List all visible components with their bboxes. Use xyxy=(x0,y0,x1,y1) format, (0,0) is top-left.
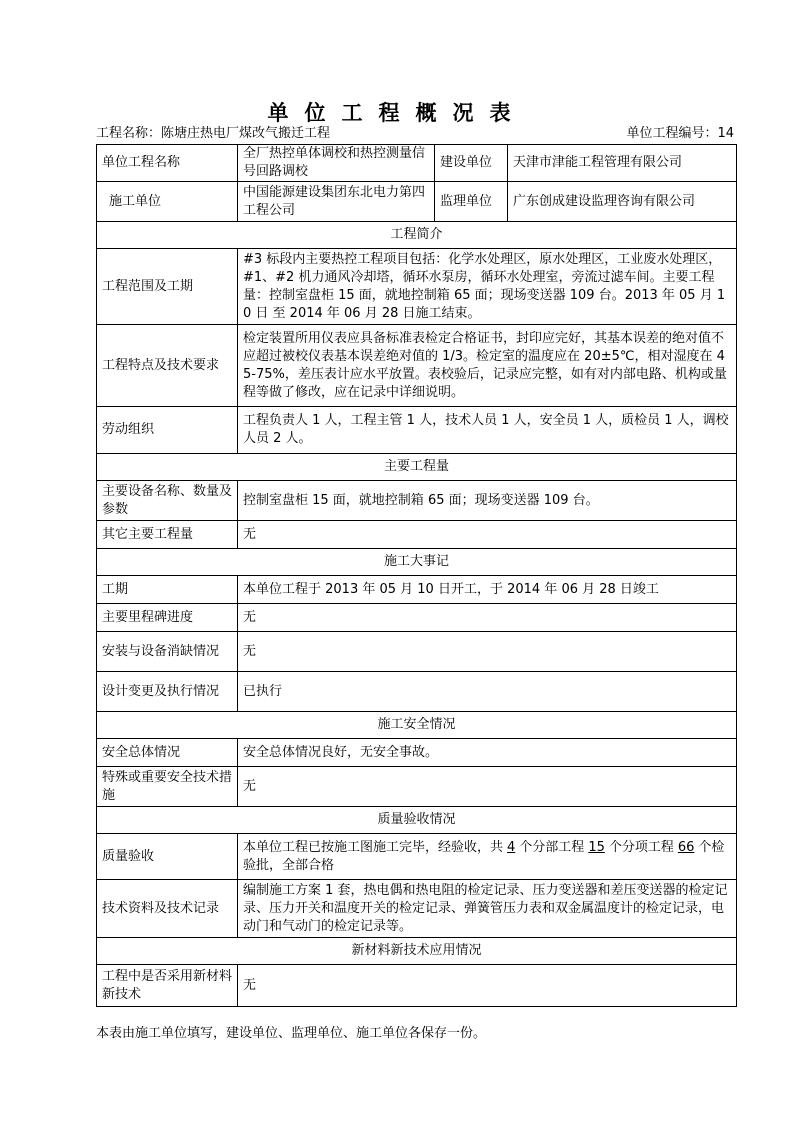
label-cell: 工期 xyxy=(97,576,238,604)
table-row xyxy=(97,481,737,521)
value-cell: 检定装置所用仪表应具备标准表检定合格证书，封印应完好，其基本误差的绝对值不应超过被校仪表基本误差绝对值的 1/3。检定室的温度应在 20±5℃，相对湿度在 45-75%，差压表计应水平放置。表校验后，记录应完整，如有对内部电路、机构或量程等做了修改，应在记录中详细说明。 xyxy=(238,325,737,407)
table-row xyxy=(97,632,737,672)
unit-number: 单位工程编号：14 xyxy=(626,126,734,141)
table-row xyxy=(97,739,737,767)
value-cell xyxy=(238,834,737,880)
label-cell: 劳动组织 xyxy=(97,407,238,454)
table-row xyxy=(97,407,737,454)
quality-text: 个检验批，全部合格 xyxy=(243,839,725,873)
value-cell: 无 xyxy=(238,604,737,632)
table-row xyxy=(97,325,737,407)
section-row xyxy=(97,454,737,481)
table-row xyxy=(97,249,737,325)
value-cell: 已执行 xyxy=(238,672,737,712)
label-cell: 单位工程名称 xyxy=(97,145,238,182)
section-header: 新材料新技术应用情况 xyxy=(97,938,737,965)
label-cell: 安全总体情况 xyxy=(97,739,238,767)
label-cell: 工程范围及工期 xyxy=(97,249,238,325)
table-row xyxy=(97,182,737,222)
value-cell: 无 xyxy=(238,521,737,549)
batch-count: 66 xyxy=(677,839,695,855)
overview-table xyxy=(96,144,737,1007)
section-row xyxy=(97,938,737,965)
quality-text: 本单位工程已按施工图施工完毕，经验收，共 xyxy=(243,839,504,855)
label-cell: 建设单位 xyxy=(435,145,508,182)
section-header: 施工安全情况 xyxy=(97,712,737,739)
section-header: 主要工程量 xyxy=(97,454,737,481)
label-cell: 主要里程碑进度 xyxy=(97,604,238,632)
label-cell: 特殊或重要安全技术措施 xyxy=(97,767,238,807)
value-cell: 工程负责人 1 人，工程主管 1 人，技术人员 1 人，安全员 1 人，质检员 1 人，调校人员 2 人。 xyxy=(238,407,737,454)
section-header: 质量验收情况 xyxy=(97,807,737,834)
label-cell: 安装与设备消缺情况 xyxy=(97,632,238,672)
table-row xyxy=(97,521,737,549)
footer-note: 本表由施工单位填写，建设单位、监理单位、施工单位各保存一份。 xyxy=(96,1026,487,1041)
table-row xyxy=(97,604,737,632)
label-cell: 工程中是否采用新材料新技术 xyxy=(97,965,238,1007)
table-row xyxy=(97,576,737,604)
label-cell: 工程特点及技术要求 xyxy=(97,325,238,407)
section-row xyxy=(97,807,737,834)
label-cell: 技术资料及技术记录 xyxy=(97,880,238,938)
value-cell: 全厂热控单体调校和热控测量信号回路调校 xyxy=(238,145,435,182)
value-cell: 无 xyxy=(238,632,737,672)
value-cell: 安全总体情况良好，无安全事故。 xyxy=(238,739,737,767)
value-cell: 广东创成建设监理咨询有限公司 xyxy=(508,182,737,222)
value-cell: 本单位工程于 2013 年 05 月 10 日开工，于 2014 年 06 月 28 日竣工 xyxy=(238,576,737,604)
section-row xyxy=(97,712,737,739)
quality-text: 个分项工程 xyxy=(608,839,674,855)
label-cell: 其它主要工程量 xyxy=(97,521,238,549)
value-cell: #3 标段内主要热控工程项目包括：化学水处理区，原水处理区，工业废水处理区，#1、#2 机力通风冷却塔，循环水泵房，循环水处理室，旁流过滤车间。主要工程量：控制室盘柜 15 面，就地控制箱 65 面；现场变送器 109 台。2013 年 05 月 10 日 至 2014 年 06 月 28 日施工结束。 xyxy=(238,249,737,325)
label-cell: 主要设备名称、数量及参数 xyxy=(97,481,238,521)
table-row xyxy=(97,965,737,1007)
value-cell: 编制施工方案 1 套，热电偶和热电阻的检定记录、压力变送器和差压变送器的检定记录、压力开关和温度开关的检定记录、弹簧管压力表和双金属温度计的检定记录，电动门和气动门的检定记录等。 xyxy=(238,880,737,938)
project-name: 工程名称：陈塘庄热电厂煤改气搬迁工程 xyxy=(96,126,331,141)
page-title: 单位工程概况表 xyxy=(267,100,527,125)
table-row xyxy=(97,767,737,807)
value-cell: 天津市津能工程管理有限公司 xyxy=(508,145,737,182)
label-cell: 施工单位 xyxy=(97,182,238,222)
division-count: 4 xyxy=(507,839,516,855)
value-cell: 中国能源建设集团东北电力第四工程公司 xyxy=(238,182,435,222)
table-row xyxy=(97,834,737,880)
table-row xyxy=(97,145,737,182)
quality-text: 个分部工程 xyxy=(519,839,585,855)
section-header: 工程简介 xyxy=(97,222,737,249)
section-header: 施工大事记 xyxy=(97,549,737,576)
label-cell: 监理单位 xyxy=(435,182,508,222)
table-row xyxy=(97,880,737,938)
table-row xyxy=(97,672,737,712)
subitem-count: 15 xyxy=(588,839,605,855)
label-cell: 质量验收 xyxy=(97,834,238,880)
section-row xyxy=(97,549,737,576)
value-cell: 无 xyxy=(238,767,737,807)
value-cell: 控制室盘柜 15 面，就地控制箱 65 面；现场变送器 109 台。 xyxy=(238,481,737,521)
label-cell: 设计变更及执行情况 xyxy=(97,672,238,712)
value-cell: 无 xyxy=(238,965,737,1007)
section-row xyxy=(97,222,737,249)
